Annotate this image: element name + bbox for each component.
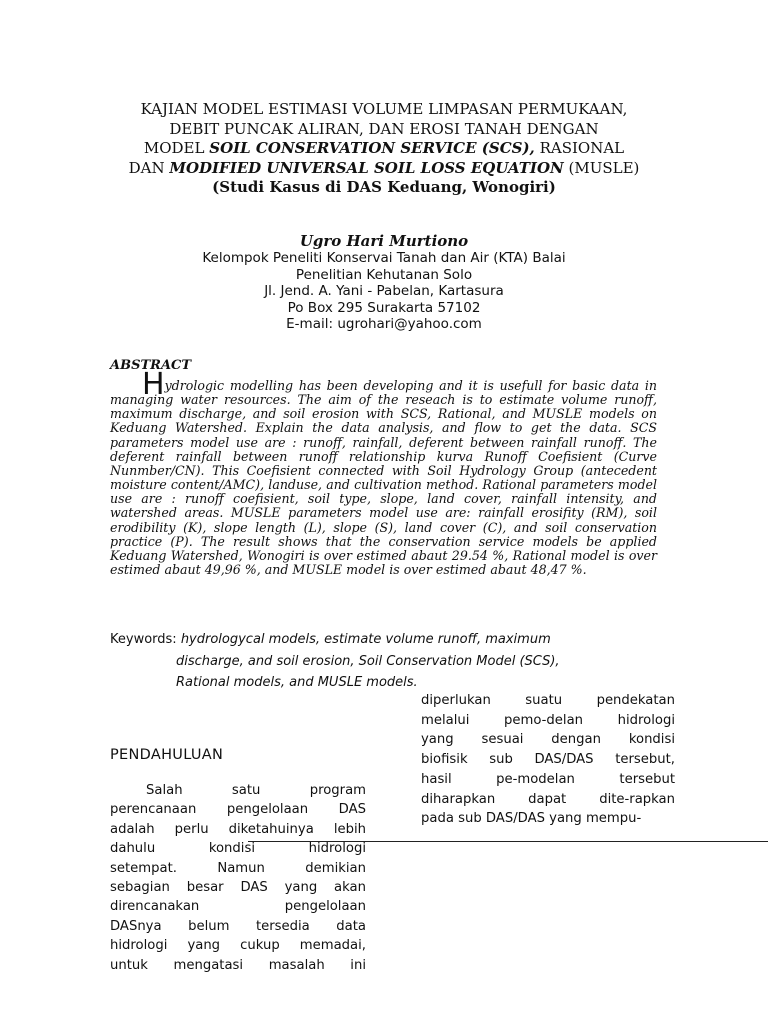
title-line-2: DEBIT PUNCAK ALIRAN, DAN EROSI TANAH DENGAN <box>169 119 599 138</box>
abstract-heading: ABSTRACT <box>110 358 192 373</box>
affiliation-line: Jl. Jend. A. Yani - Pabelan, Kartasura <box>264 283 504 299</box>
title-line-3-pre: MODEL <box>143 139 210 157</box>
title-line-4-post: (MUSLE) <box>563 158 640 177</box>
body-line: diharapkan dapat dite-rapkan <box>421 791 675 807</box>
body-line: biofisik sub DAS/DAS tersebut, <box>421 752 675 768</box>
body-line: hidrologi yang cukup memadai, <box>110 938 366 954</box>
author-name: Ugro Hari Murtiono <box>299 232 469 250</box>
title-scs-emphasis: SOIL CONSERVATION SERVICE (SCS), <box>209 139 535 157</box>
body-line: melalui pemo-delan hidrologi <box>421 712 675 728</box>
title-line-4-pre: DAN <box>128 158 170 177</box>
left-column-text <box>110 781 366 975</box>
title-line-3 <box>60 139 708 159</box>
right-column-text <box>421 691 675 829</box>
keywords-block: Keywords: hydrologycal models, estimate volume runoff, maximum discharge, and soil erosion, Soil Conservation Model (SCS), Rational models, and MUSLE models. <box>110 629 670 694</box>
body-line: adalah perlu diketahuinya lebih <box>110 821 366 837</box>
title-line-3-post: RASIONAL <box>534 139 625 157</box>
paper-title <box>60 100 708 198</box>
body-line: perencanaan pengelolaan DAS <box>110 802 366 818</box>
keywords-line-3: Rational models, and MUSLE models. <box>176 675 418 690</box>
body-line: Salah satu program <box>146 783 366 798</box>
body-line: setempat. Namun demikian <box>110 860 366 876</box>
keywords-line-2: discharge, and soil erosion, Soil Conservation Model (SCS), <box>176 653 560 669</box>
keywords-line-1: hydrologycal models, estimate volume runoff, maximum <box>180 632 551 647</box>
abstract-dropcap: H <box>142 367 165 402</box>
keywords-label: Keywords <box>110 632 173 647</box>
body-line: DASnya belum tersedia data <box>110 918 366 934</box>
author-email: E-mail: ugrohari@yahoo.com <box>286 316 482 332</box>
affiliation-line: Penelitian Kehutanan Solo <box>295 266 473 283</box>
body-line: hasil pe-modelan tersebut <box>421 771 675 787</box>
body-line: diperlukan suatu pendekatan <box>421 693 675 708</box>
body-line: direncanakan pengelolaan <box>110 899 366 915</box>
affiliation-line: Po Box 295 Surakarta 57102 <box>287 299 481 316</box>
title-line-1: KAJIAN MODEL ESTIMASI VOLUME LIMPASAN PERMUKAAN, <box>140 100 628 118</box>
body-line: sebagian besar DAS yang akan <box>110 880 366 896</box>
body-line: yang sesuai dengan kondisi <box>421 732 675 748</box>
abstract-text: ydrologic modelling has been developing and it is usefull for basic data in managing water resources. The aim of the reseach is to estimate volume runoff, maximum discharge, and soil erosion with SCS, Rational, and MUSLE models on Keduang Watershed. Explain the data analysis, and flow to get the data. SCS parameters model use are : runoff, rainfall, deferent between rainfall runoff. The deferent rainfall between runoff relationship kurva Runoff Coefisient (Curve Nunmber/CN). This Coefisient connected with Soil Hydrology Group (antecedent moisture content/AMC), landuse, and cultivation method. Rational parameters model use are : runoff coefisient, soil type, slope, land cover, rainfall intensity, and watershed areas. MUSLE parameters model use are: rainfall erosifity (RM), soil erodibility (K), slope length (L), slope (S), land cover (C), and soil conservation practice (P). The result shows that the conservation service models be applied Keduang Watershed, Wonogiri is over estimed abaut 29.54 %, Rational model is over estimed abaut 49,96 %, and MUSLE model is over estimed abaut 48,47 %. <box>110 378 657 578</box>
body-line: dahulu kondisi hidrologi <box>110 841 366 857</box>
body-line: pada sub DAS/DAS yang mempu- <box>421 811 642 827</box>
author-affiliation <box>60 250 708 333</box>
title-musle-emphasis: MODIFIED UNIVERSAL SOIL LOSS EQUATION <box>169 158 564 177</box>
section-heading: PENDAHULUAN <box>110 747 224 763</box>
paper-subtitle: (Studi Kasus di DAS Keduang, Wonogiri) <box>212 178 556 196</box>
title-line-4 <box>60 159 708 179</box>
affiliation-line: Kelompok Peneliti Konservai Tanah dan Air (KTA) Balai <box>202 250 566 266</box>
body-line: untuk mengatasi masalah ini <box>110 957 366 973</box>
abstract-body <box>110 367 657 578</box>
